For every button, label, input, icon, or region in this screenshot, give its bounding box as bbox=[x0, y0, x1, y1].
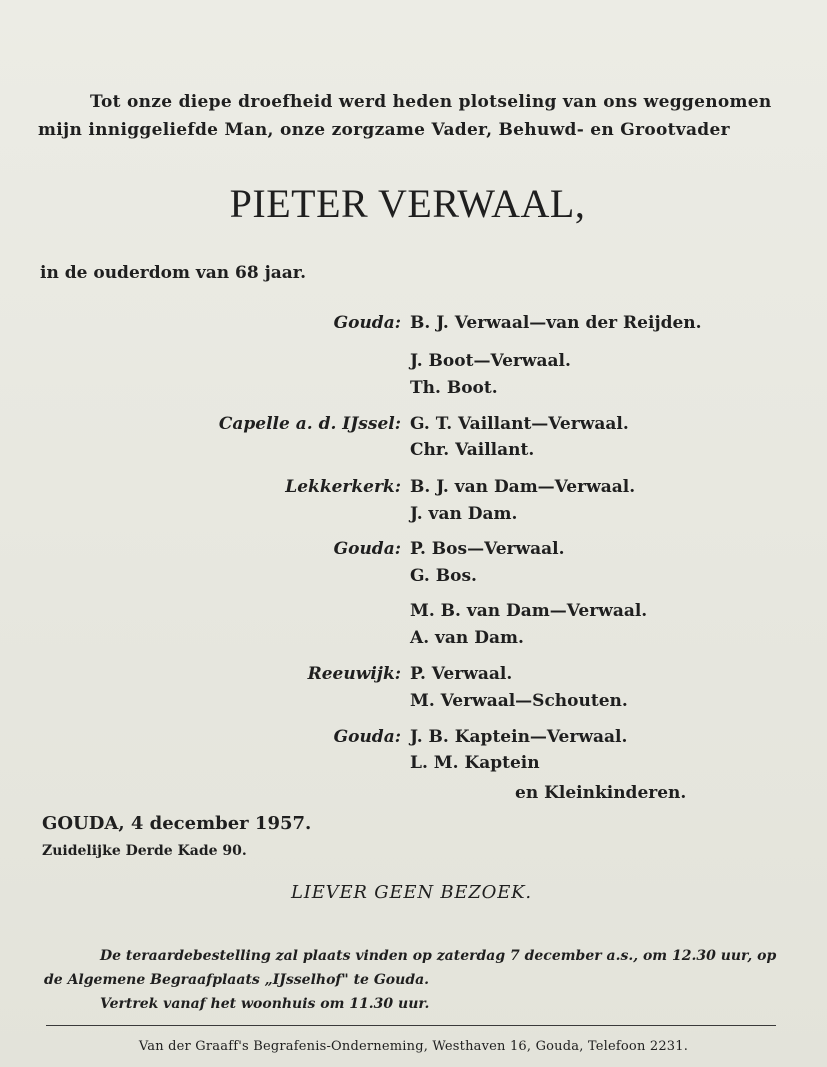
family-row bbox=[0, 411, 827, 437]
family-row bbox=[0, 625, 827, 651]
funeral-details bbox=[44, 944, 780, 1016]
family-row bbox=[0, 501, 827, 527]
family-person: Chr. Vaillant. bbox=[410, 440, 535, 460]
family-person: B. J. Verwaal—van der Reijden. bbox=[410, 313, 702, 333]
family-person: J. B. Kaptein—Verwaal. bbox=[410, 727, 628, 747]
family-person: Th. Boot. bbox=[410, 378, 498, 398]
grandchildren-line: en Kleinkinderen. bbox=[515, 783, 687, 803]
funeral-line-3: Vertrek vanaf het woonhuis om 11.30 uur. bbox=[100, 996, 430, 1012]
family-row bbox=[0, 310, 827, 336]
family-place: Lekkerkerk: bbox=[285, 477, 401, 497]
family-row bbox=[0, 474, 827, 500]
family-row bbox=[0, 750, 827, 776]
family-person: M. Verwaal—Schouten. bbox=[410, 691, 628, 711]
family-row bbox=[0, 661, 827, 687]
family-row bbox=[0, 563, 827, 589]
intro-line-2: mijn inniggeliefde Man, onze zorgzame Vader, Behuwd- en Grootvader bbox=[38, 120, 730, 140]
family-person: J. van Dam. bbox=[410, 504, 518, 524]
family-row bbox=[0, 375, 827, 401]
funeral-line-1: De teraardebestelling zal plaats vinden op zaterdag 7 december a.s., om 12.30 uur, op bbox=[100, 948, 777, 964]
family-person: L. M. Kaptein bbox=[410, 753, 540, 773]
family-person: G. T. Vaillant—Verwaal. bbox=[410, 414, 629, 434]
date-line: GOUDA, 4 december 1957. bbox=[42, 813, 312, 834]
family-person: G. Bos. bbox=[410, 566, 477, 586]
deceased-name: PIETER VERWAAL, bbox=[229, 181, 586, 226]
family-person: P. Verwaal. bbox=[410, 664, 513, 684]
no-visit-notice: LIEVER GEEN BEZOEK. bbox=[291, 882, 532, 903]
family-person: J. Boot—Verwaal. bbox=[410, 351, 571, 371]
family-place: Reeuwijk: bbox=[307, 664, 401, 684]
intro-text bbox=[38, 88, 788, 144]
family-row bbox=[0, 348, 827, 374]
funeral-line-2: de Algemene Begraafplaats „IJsselhof" te Gouda. bbox=[44, 972, 430, 988]
address-line: Zuidelijke Derde Kade 90. bbox=[42, 843, 247, 859]
family-place: Capelle a. d. IJssel: bbox=[218, 414, 401, 434]
family-row bbox=[0, 536, 827, 562]
family-person: P. Bos—Verwaal. bbox=[410, 539, 565, 559]
family-row bbox=[0, 598, 827, 624]
family-place: Gouda: bbox=[333, 539, 401, 559]
intro-line-1: Tot onze diepe droefheid werd heden plotseling van ons weggenomen bbox=[90, 92, 772, 112]
family-row bbox=[0, 724, 827, 750]
divider-rule bbox=[46, 1025, 776, 1026]
family-row bbox=[0, 688, 827, 714]
family-place: Gouda: bbox=[333, 727, 401, 747]
family-person: B. J. van Dam—Verwaal. bbox=[410, 477, 636, 497]
printer-imprint: Van der Graaff's Begrafenis-Onderneming, Westhaven 16, Gouda, Telefoon 2231. bbox=[138, 1039, 689, 1054]
family-person: M. B. van Dam—Verwaal. bbox=[410, 601, 648, 621]
family-place: Gouda: bbox=[333, 313, 401, 333]
family-row bbox=[0, 437, 827, 463]
family-person: A. van Dam. bbox=[410, 628, 524, 648]
age-line: in de ouderdom van 68 jaar. bbox=[40, 263, 307, 283]
